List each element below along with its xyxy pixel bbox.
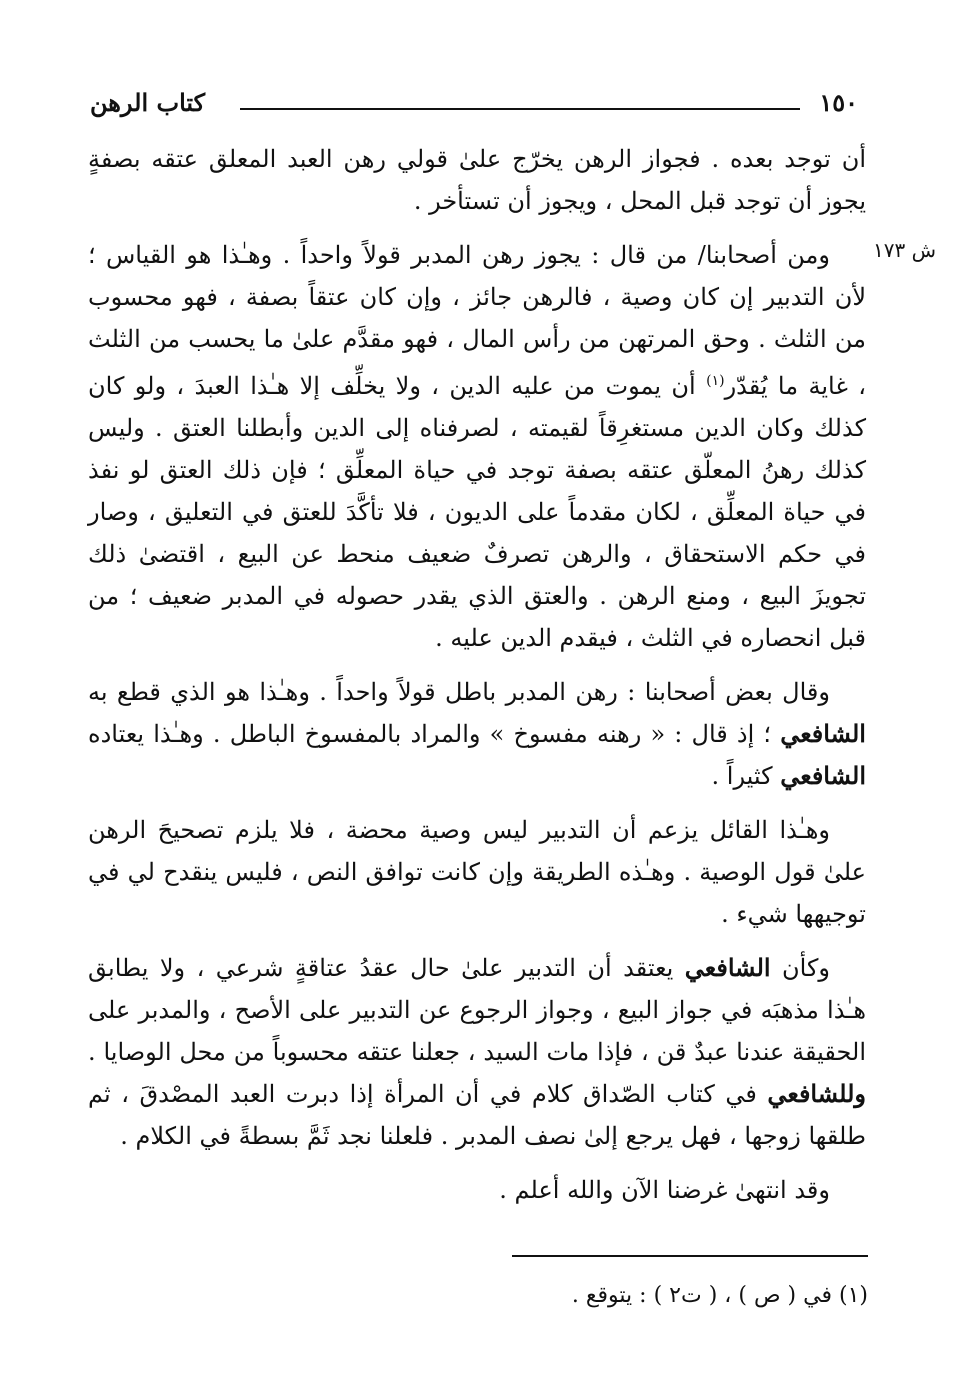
paragraph (88, 234, 866, 659)
paragraph (88, 1169, 866, 1211)
paragraph (88, 671, 866, 797)
paragraph-text: وهـٰذا القائل يزعم أن التدبير ليس وصية محضة ، فلا يلزم تصحيحَ الرهن علىٰ قول الوصية . وهـٰذه الطريقة وإن كانت توافق النص ، فليس ينقدح لي في توجيهها شيء . (88, 816, 866, 928)
body-text (88, 138, 866, 1223)
paragraph-text: في كتاب الصّداق كلام في أن المرأة إذا دبرت العبد المصْدقَ ، ثم طلقها زوجها ، فهل يرجع إلىٰ نصف المدبر . فلعلنا نجد ثَمَّ بسطةً في الكلام . (88, 1080, 866, 1150)
paragraph (88, 138, 866, 222)
name-wa-lil-shafii: وللشافعي (767, 1079, 866, 1108)
paragraph (88, 809, 866, 935)
paragraph-text: أن يموت من عليه الدين ، ولا يخلِّف إلا هـٰذا العبدَ ، ولو كان كذلك وكان الدين مستغرِقاً لقيمته ، لصرفناه إلى الدين وأبطلنا العتق . وليس كذلك رهنُ المعلّق عتقه بصفة توجد في حياة المعلِّق ؛ فإن ذلك العتق لو نفذ في حياة المعلِّق ، لكان مقدماً على الديون ، فلا تأكَّدَ للعتق في التعليق ، وصار في حكم الاستحقاق ، والرهن تصرفٌ ضعيف منحط عن البيع ، اقتضىٰ ذلك تجويزَ البيع ، ومنع الرهن . والعتق الذي يقدر حصوله في المدبر ضعيف ؛ من قبل انحصاره في الثلث ، فيقدم الدين عليه . (88, 372, 867, 652)
paragraph-text: يعتقد أن التدبير علىٰ حال عقدُ عتاقةٍ شرعي ، ولا يطابق هـٰذا مذهبَه في جواز البيع ، وجواز الرجوع عن التدبير على الأصح ، والمدبر على الحقيقة عندنا عبدٌ قن ، فإذا مات السيد ، جعلنا عتقه محسوباً من محل الوصايا . (88, 954, 866, 1066)
header-rule (240, 108, 800, 110)
paragraph-text: وقد انتهىٰ غرضنا الآن والله أعلم . (499, 1176, 830, 1204)
footnote-marker: (١) (838, 1283, 868, 1308)
footnote-rule (512, 1255, 868, 1257)
paragraph-text: وقال بعض أصحابنا : رهن المدبر باطل قولاً واحداً . وهـٰذا هو الذي قطع به (88, 678, 830, 706)
name-shafii: الشافعي (780, 761, 866, 790)
paragraph (88, 947, 866, 1157)
paragraph-text: وكأن (782, 954, 830, 982)
footnote-ref: (١) (706, 373, 725, 389)
paragraph-text: ؛ إذ قال : « رهنه مفسوخ » والمراد بالمفسوخ الباطل . وهـٰذا يعتاده (88, 720, 772, 748)
name-shafii: الشافعي (684, 953, 771, 982)
book-title: كتاب الرهن (90, 88, 206, 117)
margin-note: ش ١٧٣ (872, 238, 936, 262)
paragraph-text: ومن أصحابنا/ من قال : يجوز رهن المدبر قولاً واحداً . وهـٰذا هو القياس ؛ لأن التدبير إن كان وصية ، فالرهن جائز ، وإن كان عتقاً بصفة ، فهو محسوب من الثلث . وحق المرتهن من رأس المال ، فهو مقدَّم علىٰ ما يحسب من الثلث ، غاية ما يُقدّر (88, 241, 866, 400)
paragraph-text: أن توجد بعده . فجواز الرهن يخرّج علىٰ قولي رهن العبد المعلق عتقه بصفةٍ يجوز أن توجد قبل المحل ، ويجوز أن تستأخر . (88, 145, 866, 215)
footnote (168, 1283, 868, 1308)
page-header (90, 88, 866, 128)
paragraph-text: كثيراً . (711, 762, 773, 790)
footnote-text: في ( ص ) ، ( ت٢ ) : يتوقع . (571, 1283, 832, 1308)
name-shafii: الشافعي (780, 719, 866, 748)
page-number: ١٥٠ (819, 88, 858, 117)
